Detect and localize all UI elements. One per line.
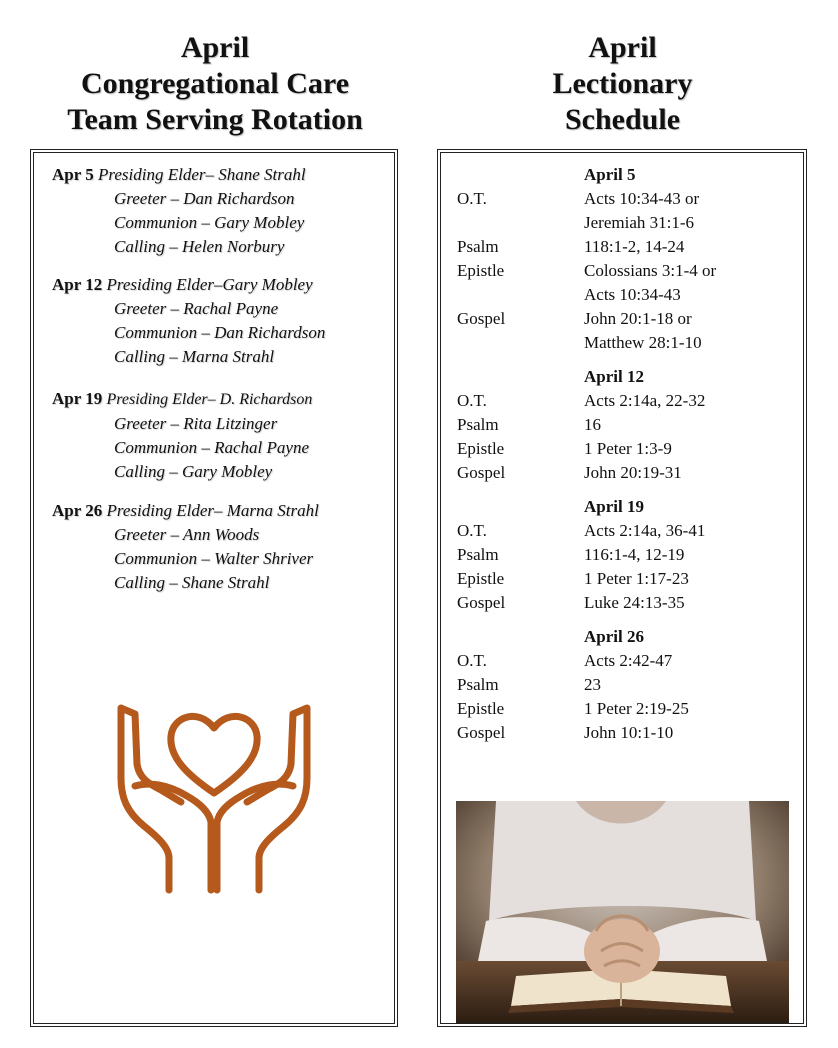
reading-category: Epistle (457, 439, 505, 458)
rotation-title-line: Congregational Care (80, 67, 350, 100)
reading-row (457, 543, 797, 567)
reading-category: Psalm (457, 237, 499, 256)
reading-reference: Jeremiah 31:1-6 (584, 213, 694, 232)
reading-category: Epistle (457, 261, 505, 280)
reading-category: Gospel (457, 593, 506, 612)
presiding-elder: Presiding Elder–Gary Mobley (106, 275, 313, 294)
reading-row (457, 649, 797, 673)
lectionary-week (457, 625, 797, 745)
lectionary-title (440, 30, 805, 138)
reading-category: Psalm (457, 415, 499, 434)
reading-reference: Acts 10:34-43 or (584, 189, 700, 208)
presiding-elder: Presiding Elder– Marna Strahl (106, 501, 319, 520)
reading-reference: 116:1-4, 12-19 (584, 545, 685, 564)
reading-row (457, 211, 797, 235)
reading-row (457, 697, 797, 721)
reading-row (457, 567, 797, 591)
presiding-elder: Presiding Elder– Shane Strahl (97, 165, 306, 184)
rotation-date: Apr 26 (52, 501, 103, 520)
reading-category: Epistle (457, 699, 505, 718)
rotation-week (52, 273, 325, 369)
reading-category (457, 283, 584, 307)
rotation-date: Apr 19 (52, 389, 103, 408)
hands-holding-heart-icon (109, 698, 319, 898)
reading-category: Gospel (457, 723, 506, 742)
reading-category: O.T. (457, 521, 487, 540)
reading-row (457, 389, 797, 413)
lectionary-date: April 26 (584, 627, 644, 646)
reading-category: Gospel (457, 463, 506, 482)
reading-row (457, 235, 797, 259)
reading-reference: John 10:1-10 (584, 723, 674, 742)
rotation-week (52, 499, 319, 595)
reading-reference: Luke 24:13-35 (584, 593, 685, 612)
lectionary-week (457, 163, 797, 355)
reading-category (457, 211, 584, 235)
communion: Communion – Dan Richardson (114, 323, 326, 342)
reading-row (457, 437, 797, 461)
praying-hands-illustration (456, 801, 789, 1023)
greeter: Greeter – Dan Richardson (114, 189, 295, 208)
reading-reference: Acts 2:14a, 36-41 (584, 521, 706, 540)
lectionary-week (457, 365, 797, 485)
reading-row (457, 413, 797, 437)
reading-row (457, 673, 797, 697)
rotation-week (52, 163, 306, 259)
reading-reference: Acts 10:34-43 (584, 285, 681, 304)
reading-reference: 1 Peter 2:19-25 (584, 699, 689, 718)
reading-category: O.T. (457, 189, 487, 208)
calling: Calling – Gary Mobley (114, 462, 273, 481)
reading-reference: John 20:1-18 or (584, 309, 692, 328)
reading-reference: John 20:19-31 (584, 463, 682, 482)
reading-row (457, 591, 797, 615)
reading-row (457, 283, 797, 307)
reading-row (457, 519, 797, 543)
rotation-date: Apr 12 (52, 275, 103, 294)
reading-category: O.T. (457, 391, 487, 410)
reading-row (457, 187, 797, 211)
lectionary-week (457, 495, 797, 615)
communion: Communion – Gary Mobley (114, 213, 305, 232)
lectionary-panel (437, 149, 807, 1027)
greeter: Greeter – Rachal Payne (114, 299, 279, 318)
rotation-date: Apr 5 (52, 165, 94, 184)
lectionary-date: April 5 (584, 165, 636, 184)
rotation-title-line: April (180, 31, 250, 64)
greeter: Greeter – Rita Litzinger (114, 414, 278, 433)
presiding-elder: Presiding Elder– D. Richardson (106, 391, 313, 408)
lectionary-date: April 12 (584, 367, 644, 386)
calling: Calling – Helen Norbury (114, 237, 285, 256)
rotation-title-line: Team Serving Rotation (67, 103, 363, 136)
reading-row (457, 461, 797, 485)
reading-category: Psalm (457, 545, 499, 564)
lectionary-title-line: Lectionary (552, 67, 693, 100)
reading-reference: Colossians 3:1-4 or (584, 261, 717, 280)
reading-row (457, 259, 797, 283)
greeter: Greeter – Ann Woods (114, 525, 260, 544)
praying-hands-on-bible-photo (456, 801, 789, 1023)
reading-category: Psalm (457, 675, 499, 694)
reading-reference: 1 Peter 1:17-23 (584, 569, 689, 588)
reading-reference: 1 Peter 1:3-9 (584, 439, 672, 458)
lectionary-date: April 19 (584, 497, 644, 516)
rotation-panel (30, 149, 398, 1027)
reading-category (457, 331, 584, 355)
reading-category: Epistle (457, 569, 505, 588)
reading-reference: Acts 2:14a, 22-32 (584, 391, 706, 410)
reading-category: O.T. (457, 651, 487, 670)
reading-reference: Matthew 28:1-10 (584, 333, 702, 352)
reading-category: Gospel (457, 309, 506, 328)
calling: Calling – Marna Strahl (114, 347, 275, 366)
reading-reference: Acts 2:42-47 (584, 651, 673, 670)
calling: Calling – Shane Strahl (114, 573, 270, 592)
reading-row (457, 331, 797, 355)
lectionary-title-line: April (588, 31, 657, 64)
reading-reference: 118:1-2, 14-24 (584, 237, 685, 256)
rotation-title (30, 30, 400, 138)
lectionary-title-line: Schedule (564, 103, 681, 136)
rotation-week (52, 387, 312, 484)
reading-reference: 23 (584, 675, 601, 694)
reading-row (457, 721, 797, 745)
reading-reference: 16 (584, 415, 601, 434)
communion: Communion – Walter Shriver (114, 549, 314, 568)
communion: Communion – Rachal Payne (114, 438, 309, 457)
reading-row (457, 307, 797, 331)
